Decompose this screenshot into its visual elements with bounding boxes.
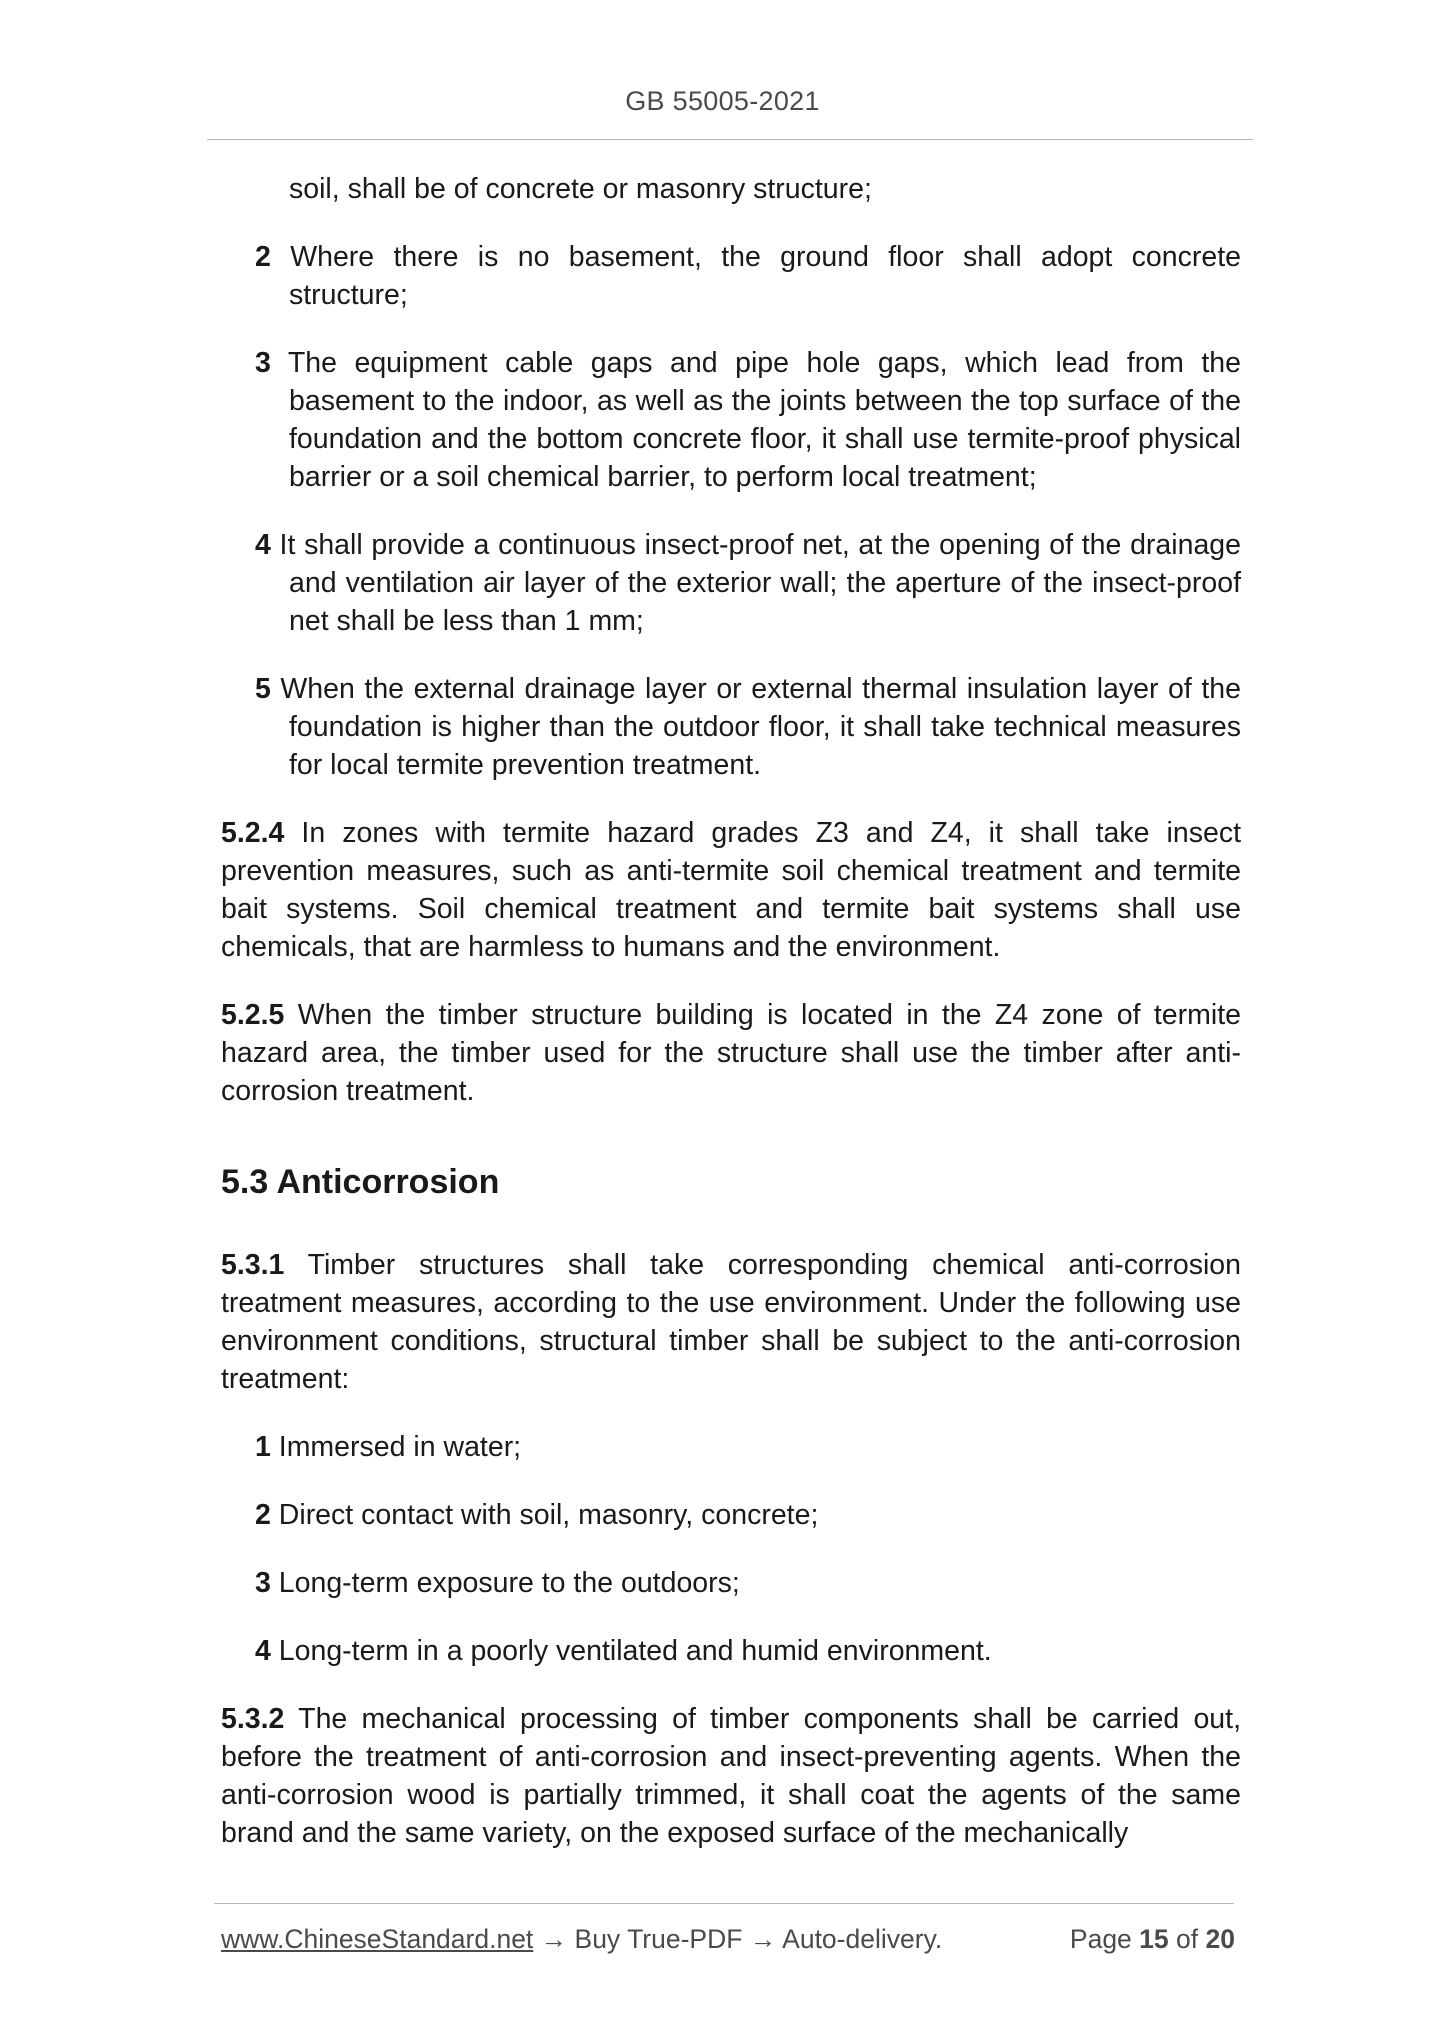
item-text: Where there is no basement, the ground floor shall adopt concrete structure;	[270, 241, 1241, 311]
page-indicator	[1070, 1922, 1235, 1956]
item-number: 3	[255, 347, 271, 379]
item-text: The equipment cable gaps and pipe hole gaps, which lead from the basement to the indoor, as well as the joints between the top surface of the foundation and the bottom concrete floor, it shall use termite-proof physical barrier or a soil chemical barrier, to perform local treatment;	[270, 347, 1241, 493]
item-text: Long-term exposure to the outdoors;	[270, 1567, 740, 1599]
item-number: 2	[255, 1499, 271, 1531]
list-item	[255, 1564, 1241, 1602]
footer-divider	[214, 1903, 1234, 1904]
list-item	[255, 670, 1241, 784]
clause-number: 5.3.1	[221, 1249, 285, 1281]
page-label: Page	[1069, 1924, 1132, 1954]
list-item	[255, 526, 1241, 640]
clause-number: 5.2.5	[221, 999, 285, 1031]
item-number: 4	[255, 529, 271, 561]
clause-number: 5.2.4	[221, 817, 285, 849]
item-text: Long-term in a poorly ventilated and humid environment.	[270, 1635, 992, 1667]
clause-number: 5.3.2	[221, 1703, 285, 1735]
page-total: 20	[1205, 1924, 1235, 1954]
footer-tagline: → Buy True-PDF → Auto-delivery.	[533, 1924, 943, 1954]
clause-text: When the timber structure building is located in the Z4 zone of termite hazard area, the timber used for the structure shall use the timber after anti-corrosion treatment.	[221, 999, 1241, 1107]
item-number: 3	[255, 1567, 271, 1599]
website-link[interactable]: www.ChineseStandard.net	[221, 1924, 534, 1954]
document-header	[0, 86, 1445, 117]
clause-text: In zones with termite hazard grades Z3 and Z4, it shall take insect prevention measures, such as anti-termite soil chemical treatment and termite bait systems. Soil chemical treatment and termite bait systems shall use chemicals, that are harmless to humans and the environment.	[221, 817, 1241, 963]
list-item	[255, 344, 1241, 496]
page-of-label: of	[1176, 1924, 1199, 1954]
item-text: Immersed in water;	[270, 1431, 522, 1463]
item-number: 1	[255, 1431, 271, 1463]
item-text: When the external drainage layer or external thermal insulation layer of the foundation is higher than the outdoor floor, it shall take technical measures for local termite prevention treatment.	[270, 673, 1241, 781]
list-item	[255, 1496, 1241, 1534]
item-text: Direct contact with soil, masonry, concrete;	[270, 1499, 819, 1531]
standard-code: GB 55005-2021	[625, 86, 820, 116]
clause-5-3-1	[221, 1246, 1241, 1398]
clause-text: The mechanical processing of timber components shall be carried out, before the treatment of anti-corrosion and insect-preventing agents. When the anti-corrosion wood is partially trimmed, it shall coat the agents of the same brand and the same variety, on the exposed surface of the mechanically	[221, 1703, 1241, 1849]
clause-text: Timber structures shall take corresponding chemical anti-corrosion treatment measures, according to the use environment. Under the following use environment conditions, structural timber shall be subject to the anti-corrosion treatment:	[221, 1249, 1241, 1395]
list-item	[255, 1632, 1241, 1670]
item-text: It shall provide a continuous insect-proof net, at the opening of the drainage and ventilation air layer of the exterior wall; the aperture of the insect-proof net shall be less than 1 mm;	[270, 529, 1241, 637]
item-number: 2	[255, 241, 271, 273]
list-item	[255, 238, 1241, 314]
section-heading: 5.3 Anticorrosion	[221, 1163, 500, 1201]
clause-5-2-4	[221, 814, 1241, 966]
item-number: 5	[255, 673, 271, 705]
continued-text: soil, shall be of concrete or masonry structure;	[289, 173, 872, 205]
clause-5-2-5	[221, 996, 1241, 1110]
page-current: 15	[1139, 1924, 1169, 1954]
clause-5-3-2	[221, 1700, 1241, 1852]
item-number: 4	[255, 1635, 271, 1667]
list-item	[255, 1428, 1241, 1466]
document-footer	[221, 1922, 1235, 1956]
document-body	[221, 162, 1241, 1882]
header-divider	[207, 139, 1253, 140]
